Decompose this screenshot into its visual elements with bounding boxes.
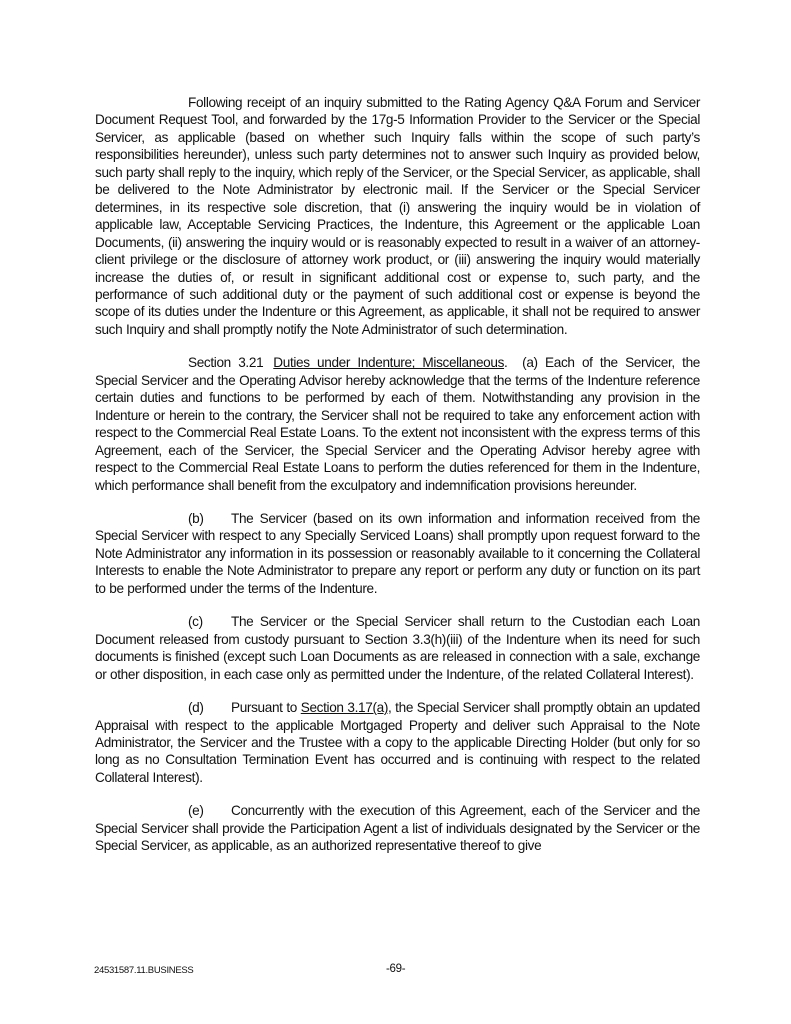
subsection-label: (c) <box>188 614 203 630</box>
footer-page-number: -69- <box>386 963 406 975</box>
paragraph-c <box>95 613 700 683</box>
section-title-period: . <box>504 355 508 371</box>
subsection-label: (b) <box>188 510 204 526</box>
paragraph-text: The Servicer or the Special Servicer shall return to the Custodian each Loan Document released from custody pursuant to Section 3.3(h)(iii) of the Indenture when its need for such documents is finished (except such Loan Documents as are released in connection with a sale, exchange or other disposition, in each case only as permitted under the Indenture, of the related Collateral Interest). <box>95 614 700 682</box>
paragraph-lead: Pursuant to <box>231 700 301 716</box>
paragraph-inquiry-reply <box>95 94 700 338</box>
paragraph-text: The Servicer (based on its own information and information received from the Special Servicer with respect to any Specially Serviced Loans) shall promptly upon request forward to the Note Administrator any information in its possession or reasonably available to it concerning the Collateral Interests to enable the Note Administrator to prepare any report or perform any duty or function on its part to be performed under the terms of the Indenture. <box>95 510 700 596</box>
paragraph-b <box>95 510 700 597</box>
paragraph-text: Following receipt of an inquiry submitted to the Rating Agency Q&A Forum and Servicer Document Request Tool, and forwarded by the 17g-5 Information Provider to the Servicer or the Special Servicer, as applicable (based on whether such Inquiry falls within the scope of such party’s responsibilities hereunder), unless such party determines not to answer such Inquiry as provided below, such party shall reply to the inquiry, which reply of the Servicer, or the Special Servicer, as applicable, shall be delivered to the Note Administrator by electronic mail. If the Servicer or the Special Servicer determines, in its respective sole discretion, that (i) answering the inquiry would be in violation of applicable law, Acceptable Servicing Practices, the Indenture, this Agreement or the applicable Loan Documents, (ii) answering the inquiry would or is reasonably expected to result in a waiver of an attorney-client privilege or the disclosure of attorney work product, or (iii) answering the inquiry would materially increase the duties of, or result in significant additional cost or expense to, such party, and the performance of such additional duty or the payment of such additional cost or expense is beyond the scope of its duties under the Indenture or this Agreement, as applicable, it shall not be required to answer such Inquiry and shall promptly notify the Note Administrator of such determination. <box>95 95 700 337</box>
section-number: Section 3.21 <box>188 355 264 371</box>
section-title: Duties under Indenture; Miscellaneous <box>273 355 505 371</box>
section-reference-link[interactable]: Section 3.17(a) <box>300 700 389 716</box>
paragraph-text: (a) Each of the Servicer, the Special Servicer and the Operating Advisor hereby acknowledge that the terms of the Indenture reference certain duties and functions to be performed by each of them. Notwithstanding any provision in the Indenture or herein to the contrary, the Servicer shall not be required to take any enforcement action with respect to the Commercial Real Estate Loans. To the extent not inconsistent with the express terms of this Agreement, each of the Servicer, the Special Servicer and the Operating Advisor hereby agree with respect to the Commercial Real Estate Loans to perform the duties referenced for them in the Indenture, which performance shall benefit from the exculpatory and indemnification provisions hereunder. <box>95 355 700 493</box>
paragraph-section-3-21 <box>95 354 700 494</box>
paragraph-text: Concurrently with the execution of this Agreement, each of the Servicer and the Special Servicer shall provide the Participation Agent a list of individuals designated by the Servicer or the Special Servicer, as applicable, as an authorized representative thereof to give <box>95 803 700 854</box>
subsection-label: (e) <box>188 803 204 819</box>
subsection-label: (d) <box>188 700 204 716</box>
paragraph-d <box>95 699 700 786</box>
paragraph-e <box>95 802 700 854</box>
footer-document-id: 24531587.11.BUSINESS <box>94 965 194 976</box>
paragraph-text: , the Special Servicer shall promptly obtain an updated Appraisal with respect to the applicable Mortgaged Property and deliver such Appraisal to the Note Administrator, the Servicer and the Trustee with a copy to the applicable Directing Holder (but only for so long as no Consultation Termination Event has occurred and is continuing with respect to the related Collateral Interest). <box>95 700 701 785</box>
document-page <box>95 94 700 871</box>
